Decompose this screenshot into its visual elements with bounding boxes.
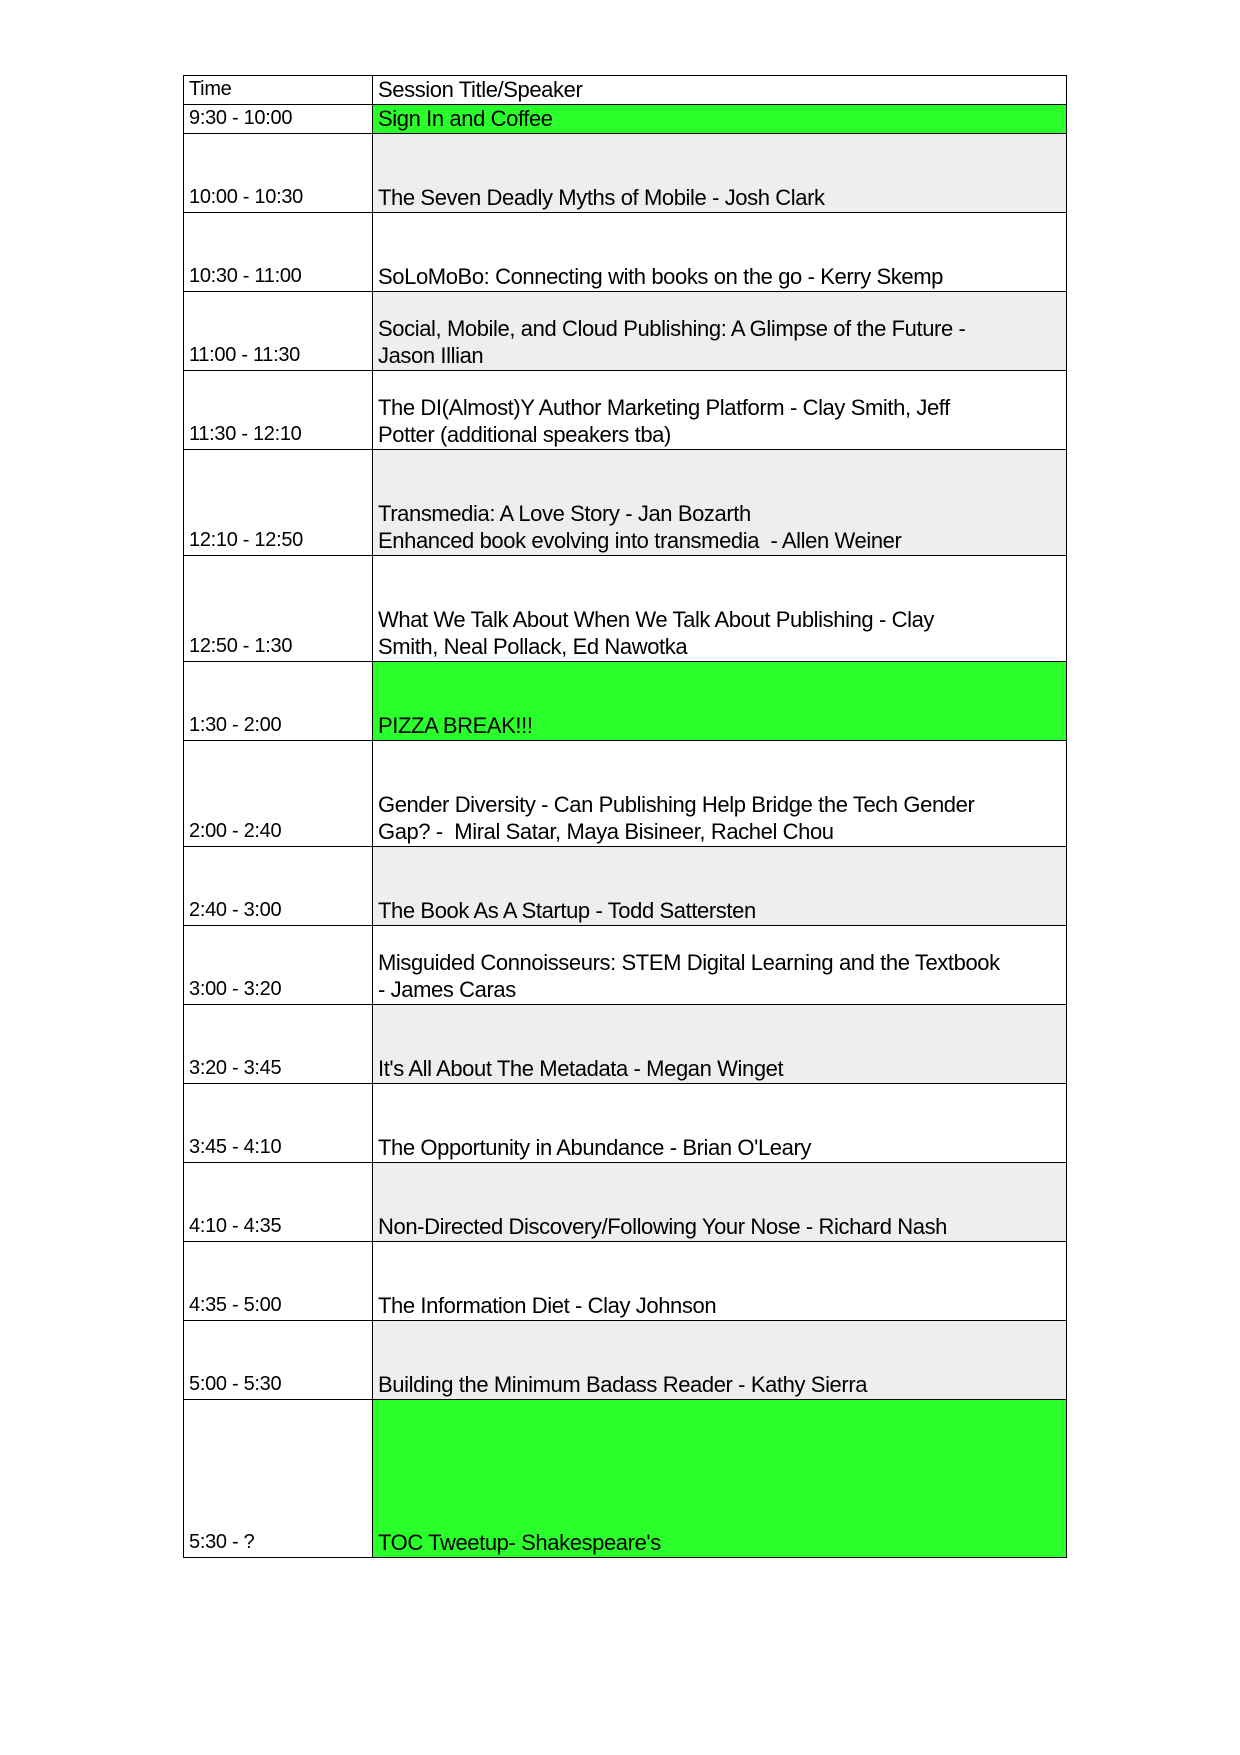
schedule-row: [184, 847, 1067, 926]
session-line: Smith, Neal Pollack, Ed Nawotka: [378, 634, 688, 659]
time-slot: 11:30 - 12:10: [184, 371, 373, 450]
session-info: [373, 1400, 1067, 1558]
schedule-row: [184, 292, 1067, 371]
session-info: [373, 847, 1067, 926]
session-column-header: Session Title/Speaker: [373, 76, 1067, 105]
session-line: Misguided Connoisseurs: STEM Digital Learning and the Textbook: [378, 950, 1000, 975]
schedule-body: [184, 76, 1067, 1558]
time-slot: 3:00 - 3:20: [184, 926, 373, 1005]
time-slot: 12:50 - 1:30: [184, 556, 373, 662]
session-info: [373, 1163, 1067, 1242]
session-info: [373, 741, 1067, 847]
schedule-row: [184, 926, 1067, 1005]
schedule-row: [184, 134, 1067, 213]
session-line: - James Caras: [378, 977, 516, 1002]
session-info: [373, 1242, 1067, 1321]
session-line: Jason Illian: [378, 343, 484, 368]
time-slot: 4:10 - 4:35: [184, 1163, 373, 1242]
session-info: [373, 134, 1067, 213]
time-column-header: Time: [184, 76, 373, 105]
session-line: The Book As A Startup - Todd Sattersten: [378, 898, 756, 923]
session-info: [373, 662, 1067, 741]
session-line: What We Talk About When We Talk About Publishing - Clay: [378, 607, 935, 632]
time-slot: 4:35 - 5:00: [184, 1242, 373, 1321]
session-line: PIZZA BREAK!!!: [378, 713, 533, 738]
session-line: Transmedia: A Love Story - Jan Bozarth: [378, 501, 751, 526]
session-line: Enhanced book evolving into transmedia - Allen Weiner: [378, 528, 902, 553]
session-line: Gap? - Miral Satar, Maya Bisineer, Rachel Chou: [378, 819, 834, 844]
schedule-row: [184, 1084, 1067, 1163]
session-line: It's All About The Metadata - Megan Winget: [378, 1056, 784, 1081]
schedule-row: [184, 1242, 1067, 1321]
schedule-row: [184, 1163, 1067, 1242]
time-slot: 5:30 - ?: [184, 1400, 373, 1558]
session-line: Building the Minimum Badass Reader - Kathy Sierra: [378, 1372, 868, 1397]
time-slot: 3:45 - 4:10: [184, 1084, 373, 1163]
schedule-row: [184, 1400, 1067, 1558]
time-slot: 5:00 - 5:30: [184, 1321, 373, 1400]
session-info: [373, 292, 1067, 371]
time-slot: 3:20 - 3:45: [184, 1005, 373, 1084]
schedule-row: [184, 1321, 1067, 1400]
schedule-table: [183, 75, 1067, 1558]
session-line: The Opportunity in Abundance - Brian O'Leary: [378, 1135, 811, 1160]
time-slot: 10:00 - 10:30: [184, 134, 373, 213]
time-slot: 9:30 - 10:00: [184, 105, 373, 134]
session-line: The DI(Almost)Y Author Marketing Platform - Clay Smith, Jeff: [378, 395, 950, 420]
session-line: The Seven Deadly Myths of Mobile - Josh Clark: [378, 185, 825, 210]
session-line: SoLoMoBo: Connecting with books on the go - Kerry Skemp: [378, 264, 943, 289]
session-info: [373, 213, 1067, 292]
session-info: [373, 926, 1067, 1005]
time-slot: 2:00 - 2:40: [184, 741, 373, 847]
schedule-row: [184, 213, 1067, 292]
schedule-row: [184, 450, 1067, 556]
time-slot: 12:10 - 12:50: [184, 450, 373, 556]
schedule-row: [184, 741, 1067, 847]
session-line: Sign In and Coffee: [378, 106, 553, 131]
session-info: [373, 556, 1067, 662]
time-slot: 10:30 - 11:00: [184, 213, 373, 292]
time-slot: 2:40 - 3:00: [184, 847, 373, 926]
session-info: [373, 105, 1067, 134]
schedule-row: [184, 105, 1067, 134]
session-info: [373, 1321, 1067, 1400]
session-line: TOC Tweetup- Shakespeare's: [378, 1530, 661, 1555]
session-line: The Information Diet - Clay Johnson: [378, 1293, 717, 1318]
schedule-row: [184, 556, 1067, 662]
session-line: Non-Directed Discovery/Following Your Nose - Richard Nash: [378, 1214, 947, 1239]
session-info: [373, 371, 1067, 450]
session-line: Social, Mobile, and Cloud Publishing: A Glimpse of the Future -: [378, 316, 966, 341]
time-slot: 11:00 - 11:30: [184, 292, 373, 371]
schedule-row: [184, 662, 1067, 741]
session-line: Gender Diversity - Can Publishing Help Bridge the Tech Gender: [378, 792, 975, 817]
session-info: [373, 1005, 1067, 1084]
schedule-row: [184, 1005, 1067, 1084]
session-info: [373, 450, 1067, 556]
session-info: [373, 1084, 1067, 1163]
header-row: [184, 76, 1067, 105]
schedule-row: [184, 371, 1067, 450]
time-slot: 1:30 - 2:00: [184, 662, 373, 741]
session-line: Potter (additional speakers tba): [378, 422, 671, 447]
